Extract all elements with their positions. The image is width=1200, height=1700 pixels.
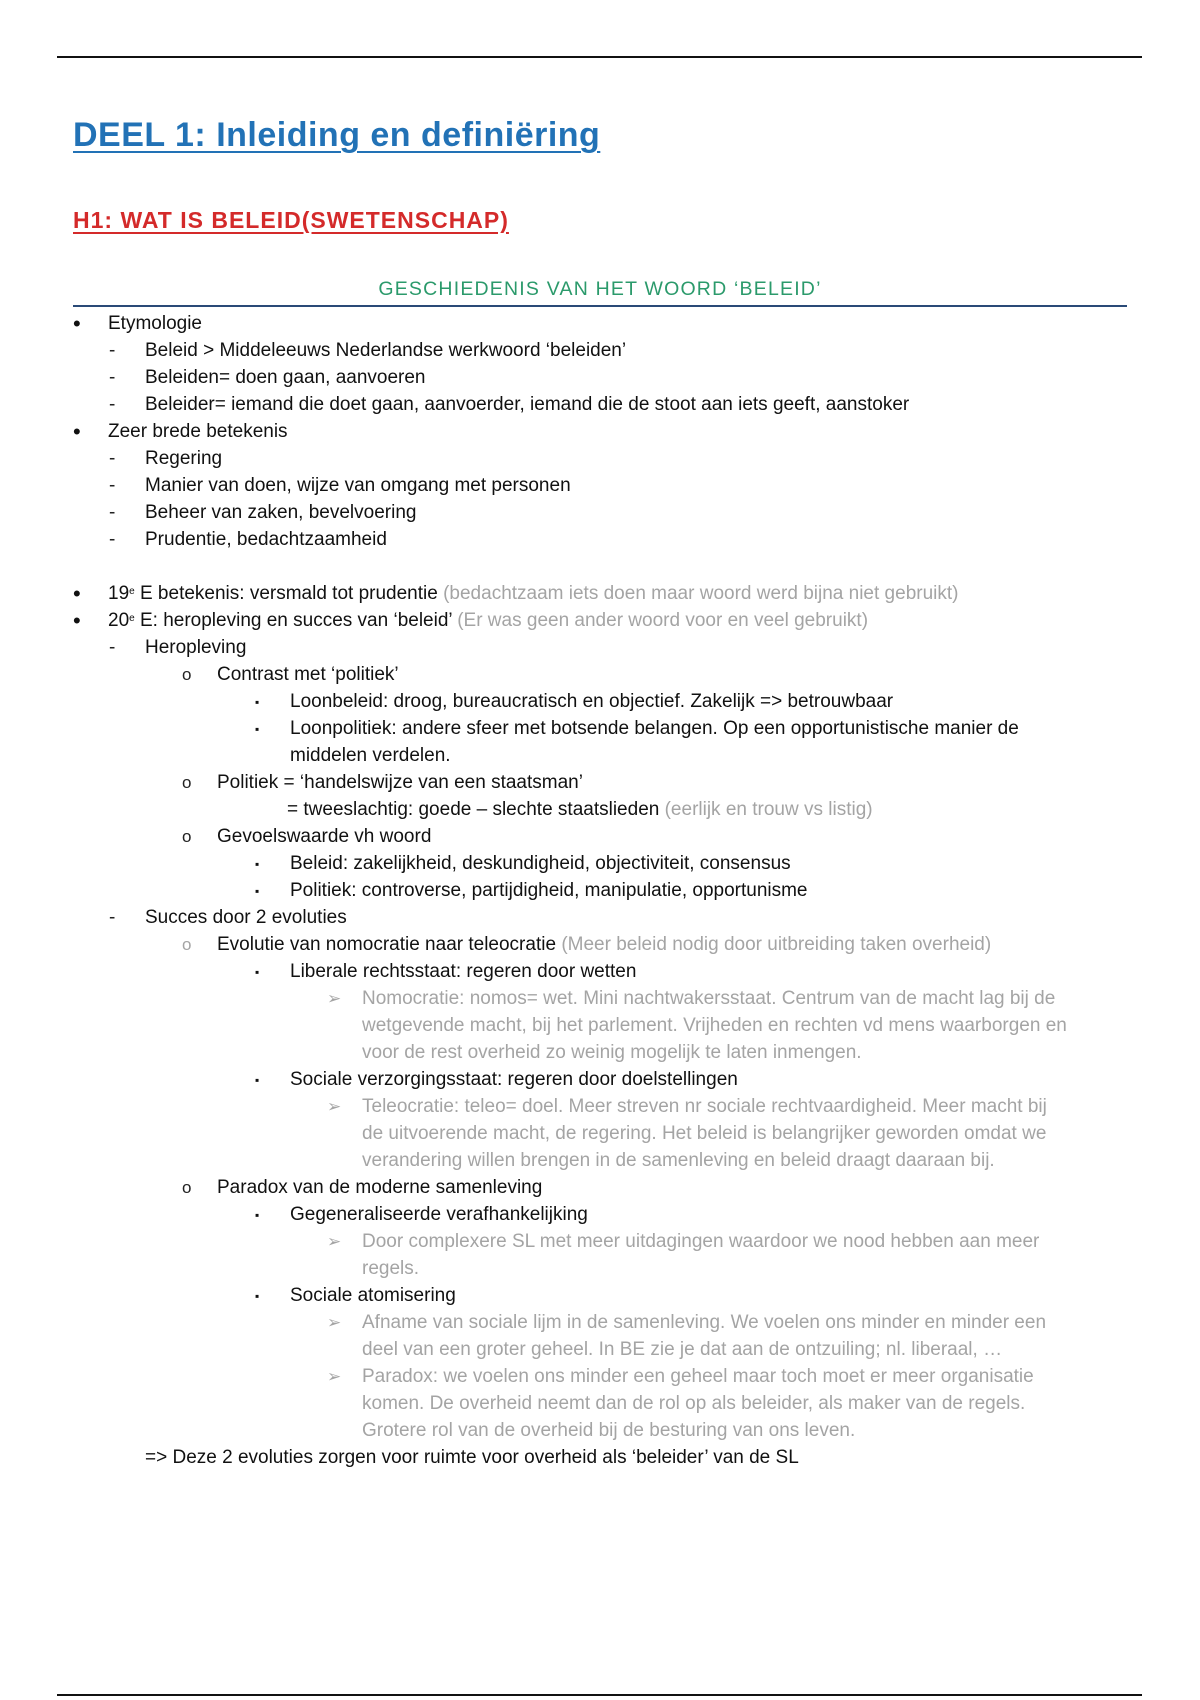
list-item-etymologie: Etymologie: [108, 313, 202, 334]
list-item: Afname van sociale lijm in de samenleving. We voelen ons minder en minder een: [362, 1312, 1047, 1333]
conclusion-line: => Deze 2 evoluties zorgen voor ruimte voor overheid als ‘beleider’ van de SL: [145, 1447, 799, 1468]
bottom-rule: [57, 1694, 1142, 1696]
list-item: Paradox van de moderne samenleving: [217, 1177, 543, 1198]
century-number: 19: [108, 583, 130, 604]
list-item: Contrast met ‘politiek’: [217, 664, 399, 685]
bullet-marker: •: [73, 311, 81, 336]
list-item: [217, 932, 991, 958]
circle-marker: o: [182, 1178, 192, 1197]
list-item: Nomocratie: nomos= wet. Mini nachtwakersstaat. Centrum van de macht lag bij de: [362, 988, 1056, 1009]
arrow-marker: ➢: [327, 1097, 342, 1116]
circle-marker: o: [182, 773, 192, 792]
list-item: Loonbeleid: droog, bureaucratisch en objectief. Zakelijk => betrouwbaar: [290, 691, 894, 712]
list-item-continuation: de uitvoerende macht, de regering. Het beleid is belangrijker geworden omdat we: [362, 1123, 1047, 1144]
list-item: Politiek = ‘handelswijze van een staatsman’: [217, 772, 583, 793]
item-text: E: heropleving en succes van ‘beleid’: [134, 610, 458, 631]
arrow-marker: ➢: [327, 1313, 342, 1332]
list-item: Beleid > Middeleeuws Nederlandse werkwoord ‘beleiden’: [145, 340, 627, 361]
part-heading: DEEL 1: Inleiding en definiëring: [73, 116, 601, 154]
list-item: Succes door 2 evoluties: [145, 907, 347, 928]
list-item: Paradox: we voelen ons minder een geheel maar toch moet er meer organisatie: [362, 1366, 1034, 1387]
dash-marker: -: [109, 907, 116, 928]
item-note: (Meer beleid nodig door uitbreiding taken overheid): [561, 934, 992, 955]
list-item-zeer-brede: Zeer brede betekenis: [108, 421, 288, 442]
bullet-marker: •: [73, 581, 81, 606]
list-item-20e-eeuw: [108, 608, 868, 634]
list-item: Manier van doen, wijze van omgang met personen: [145, 475, 571, 496]
square-marker: ▪: [255, 722, 260, 736]
item-text: = tweeslachtig: goede – slechte staatslieden: [287, 799, 665, 820]
list-item-continuation: voor de rest overheid zo weinig mogelijk te laten inmengen.: [362, 1042, 862, 1063]
list-item: Gevoelswaarde vh woord: [217, 826, 432, 847]
list-item: Sociale atomisering: [290, 1285, 456, 1306]
dash-marker: -: [109, 340, 116, 361]
square-marker: ▪: [255, 1289, 260, 1303]
dash-marker: -: [109, 367, 116, 388]
square-marker: ▪: [255, 1208, 260, 1222]
list-item-continuation: wetgevende macht, bij het parlement. Vrijheden en rechten vd mens waarborgen en: [362, 1015, 1067, 1036]
list-item: Door complexere SL met meer uitdagingen waardoor we nood hebben aan meer: [362, 1231, 1040, 1252]
arrow-marker: ➢: [327, 1232, 342, 1251]
top-rule: [57, 56, 1142, 58]
item-note: (bedachtzaam iets doen maar woord werd bijna niet gebruikt): [443, 583, 959, 604]
ordinal-superscript: e: [129, 586, 135, 597]
list-item: Teleocratie: teleo= doel. Meer streven nr sociale rechtvaardigheid. Meer macht bij: [362, 1096, 1047, 1117]
list-item: Beleider= iemand die doet gaan, aanvoerder, iemand die de stoot aan iets geeft, aanstoker: [145, 394, 910, 415]
square-marker: ▪: [255, 695, 260, 709]
chapter-heading: H1: WAT IS BELEID(SWETENSCHAP): [73, 207, 509, 233]
list-item: Loonpolitiek: andere sfeer met botsende belangen. Op een opportunistische manier de: [290, 718, 1019, 739]
section-header: [73, 278, 1127, 307]
list-item: Regering: [145, 448, 223, 469]
list-item: Beheer van zaken, bevelvoering: [145, 502, 417, 523]
square-marker: ▪: [255, 965, 260, 979]
list-item-continuation: komen. De overheid neemt dan de rol op als beleider, als maker van de regels.: [362, 1393, 1026, 1414]
list-item: Liberale rechtsstaat: regeren door wetten: [290, 961, 637, 982]
ordinal-superscript: e: [129, 613, 135, 624]
circle-marker: o: [182, 827, 192, 846]
list-item-19e-eeuw: [108, 581, 958, 607]
item-text: E betekenis: versmald tot prudentie: [134, 583, 444, 604]
century-number: 20: [108, 610, 130, 631]
list-item: Prudentie, bedachtzaamheid: [145, 529, 387, 550]
list-item: Beleiden= doen gaan, aanvoeren: [145, 367, 426, 388]
bullet-marker: •: [73, 608, 81, 633]
list-item-continuation: verandering willen brengen in de samenleving en beleid draagt daaraan bij.: [362, 1150, 995, 1171]
dash-marker: -: [109, 394, 116, 415]
list-item-continuation: regels.: [362, 1258, 420, 1279]
list-item-continuation: deel van een groter geheel. In BE zie je dat aan de ontzuiling; nl. liberaal, …: [362, 1339, 1003, 1360]
arrow-marker: ➢: [327, 1367, 342, 1386]
item-text: Evolutie van nomocratie naar teleocratie: [217, 934, 562, 955]
circle-marker: o: [182, 935, 192, 954]
list-item: Beleid: zakelijkheid, deskundigheid, objectiviteit, consensus: [290, 853, 791, 874]
item-note: (Er was geen ander woord voor en veel gebruikt): [457, 610, 869, 631]
list-item: Politiek: controverse, partijdigheid, manipulatie, opportunisme: [290, 880, 808, 901]
circle-marker: o: [182, 665, 192, 684]
square-marker: ▪: [255, 1073, 260, 1087]
item-note: (eerlijk en trouw vs listig): [664, 799, 873, 820]
dash-marker: -: [109, 529, 116, 550]
list-item-continuation: middelen verdelen.: [290, 745, 451, 766]
bullet-marker: •: [73, 419, 81, 444]
dash-marker: -: [109, 637, 116, 658]
list-item-continuation: Grotere rol van de overheid bij de besturing van ons leven.: [362, 1420, 856, 1441]
list-item: Sociale verzorgingsstaat: regeren door doelstellingen: [290, 1069, 738, 1090]
square-marker: ▪: [255, 884, 260, 898]
square-marker: ▪: [255, 857, 260, 871]
arrow-marker: ➢: [327, 989, 342, 1008]
dash-marker: -: [109, 502, 116, 523]
dash-marker: -: [109, 448, 116, 469]
list-item-continuation: [287, 797, 873, 823]
list-item: Gegeneraliseerde verafhankelijking: [290, 1204, 588, 1225]
section-title: GESCHIEDENIS VAN HET WOORD ‘BELEID’: [73, 278, 1127, 307]
list-item: Heropleving: [145, 637, 247, 658]
dash-marker: -: [109, 475, 116, 496]
